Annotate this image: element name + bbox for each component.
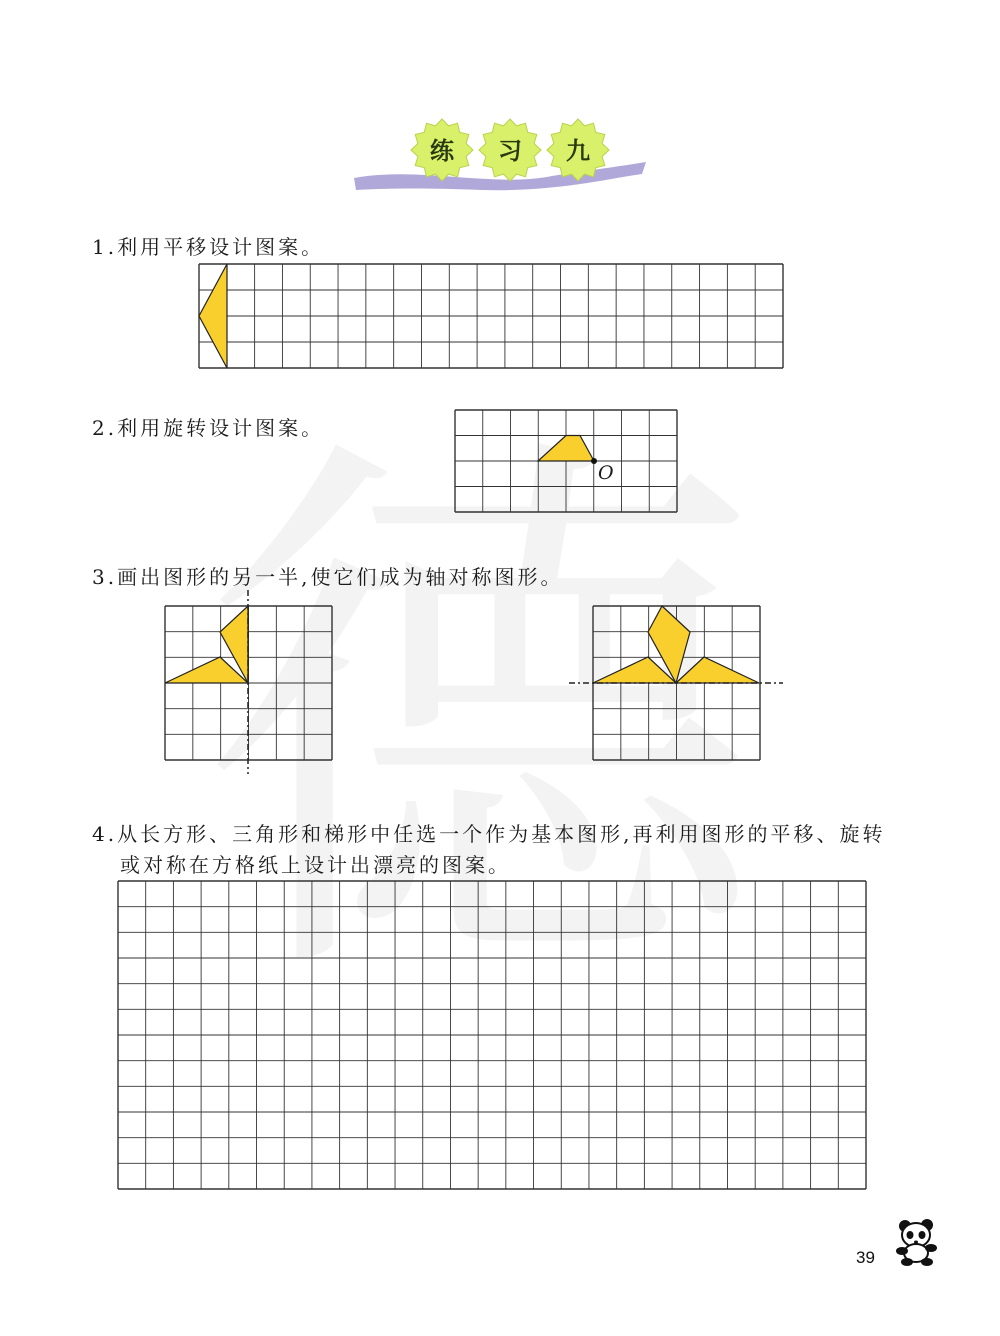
- q3-right-right-wing: [676, 657, 759, 683]
- q2-point-label: O: [598, 462, 614, 484]
- panda-icon: [893, 1218, 943, 1266]
- grid-q3-left: [165, 606, 332, 760]
- q1-yellow-triangle: [199, 264, 227, 368]
- page-number: 39: [856, 1248, 875, 1267]
- question-4: [92, 818, 885, 847]
- question-4-line2: 或对称在方格纸上设计出漂亮的图案。: [120, 853, 511, 877]
- question-2: [92, 412, 324, 441]
- grid-q3-right: [593, 606, 760, 760]
- grid-q2: [455, 410, 677, 512]
- question-2-number: 2.: [92, 416, 118, 440]
- grid-q4: [118, 881, 866, 1189]
- q2-yellow-trapezoid: [538, 436, 594, 462]
- title-banner: [352, 118, 648, 198]
- question-1-number: 1.: [92, 235, 118, 259]
- question-3-text: 画出图形的另一半,使它们成为轴对称图形。: [117, 565, 564, 589]
- question-3: [92, 561, 563, 590]
- question-3-number: 3.: [92, 565, 118, 589]
- question-1: [92, 231, 324, 260]
- title-char-3: 九: [566, 136, 590, 165]
- question-4-text-line1: 从长方形、三角形和梯形中任选一个作为基本图形,再利用图形的平移、旋转: [117, 822, 886, 846]
- question-4-number: 4.: [92, 822, 118, 846]
- q2-rotation-point: [591, 458, 597, 464]
- question-2-text: 利用旋转设计图案。: [117, 416, 325, 440]
- title-char-2: 习: [498, 136, 522, 165]
- grid-q1: [199, 264, 783, 368]
- question-1-text: 利用平移设计图案。: [117, 235, 325, 259]
- title-char-1: 练: [430, 136, 454, 165]
